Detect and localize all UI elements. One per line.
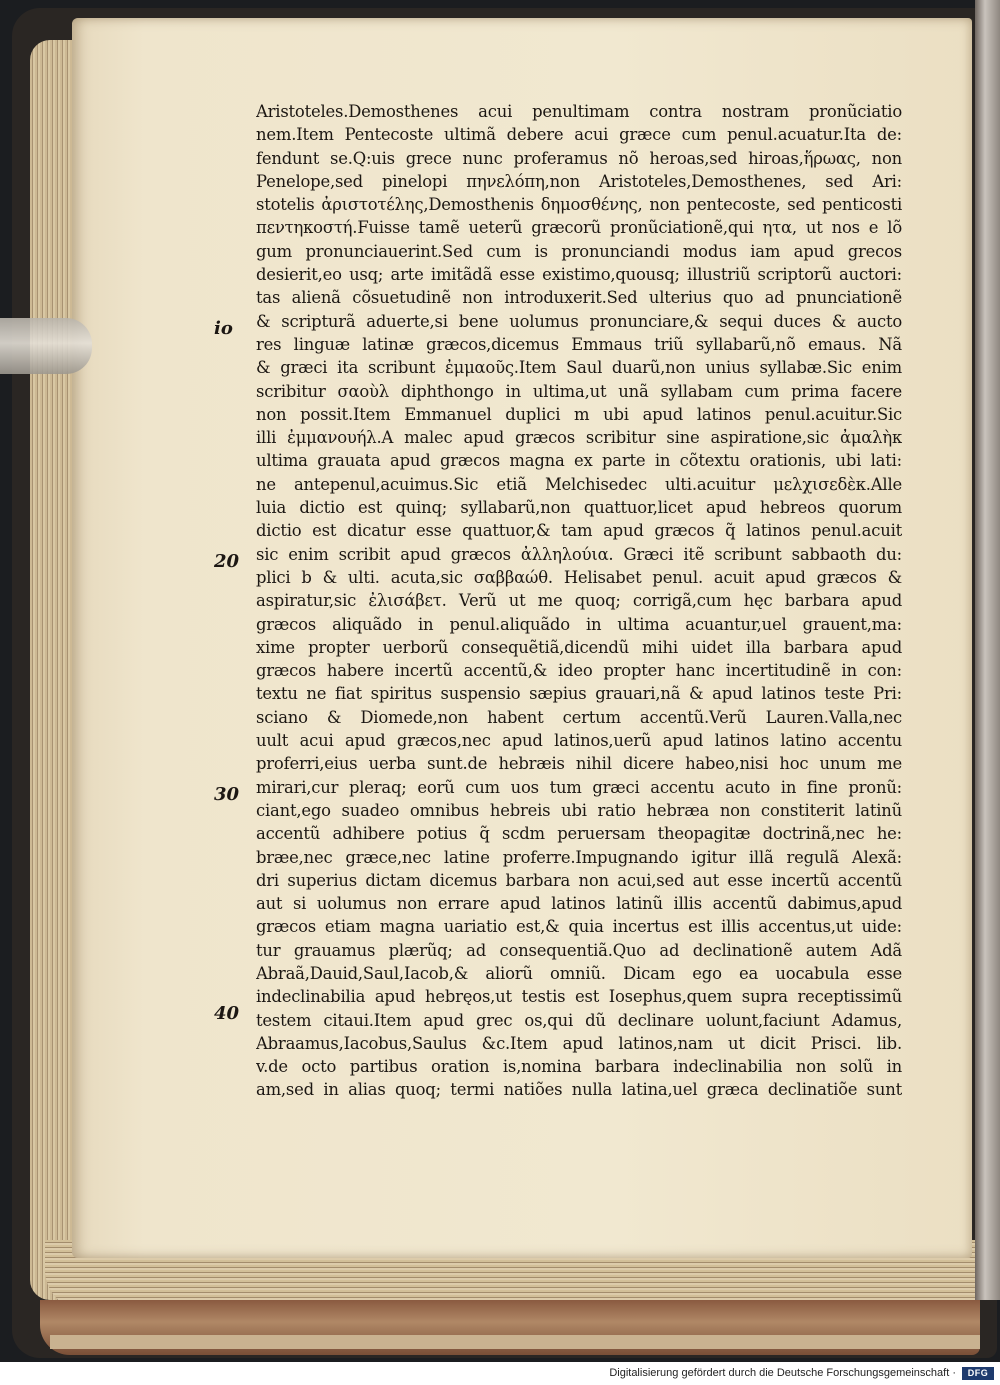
text-line: desierit,eo usq; arte imitãdã esse existimo,quousq; illustriũ scriptorũ auctori: (256, 265, 902, 285)
text-line: plici b & ulti. acuta,sic σαββαώθ. Helisabet penul. acuit apud græcos & (256, 567, 902, 587)
text-line: xime propter uerborũ consequẽtiã,dicendũ mihi uidet illa barbara apud (256, 637, 902, 657)
text-line: Penelope,sed pinelopi πηνελόπη,non Aristoteles,Demosthenes, sed Ari: (256, 171, 902, 191)
text-line: tur grauamus plærũq; ad consequentiã.Quo ad declinationẽ autem Adã (256, 940, 902, 960)
cover-band (50, 1335, 980, 1349)
text-line: am,sed in alias quoq; termi natiões nulla latina,uel græca declinatiõe sunt (256, 1080, 902, 1100)
body-text (256, 100, 902, 1102)
text-line: luia dictio est quinq; syllabarũ,non quattuor,licet apud hebreos quorum (256, 498, 902, 518)
text-line: sic enim scribit apud græcos ἀλληλούια. Græci itẽ scribunt sabbaoth du: (256, 544, 902, 564)
text-line: indeclinabilia apud hebręos,ut testis est Iosephus,quem supra receptissimũ (256, 987, 902, 1007)
text-line: Abraã,Dauid,Saul,Iacob,& aliorũ omniũ. Dicam ego ea uocabula esse (256, 963, 902, 983)
text-line: uult acui apud græcos,nec apud latinos,uerũ apud latinos latino accentu (256, 731, 902, 751)
text-line: mirari,cur pleraq; eorũ cum uos tum græci accentu acuto in fine pronũ: (256, 777, 902, 797)
text-line: Abraamus,Iacobus,Saulus &c.Item apud latinos,nam ut dicit Prisci. lib. (256, 1033, 902, 1053)
text-line: ultima grauata apud græcos magna ex parte in cõtextu orationis, ubi lati: (256, 451, 902, 471)
page-clip (0, 318, 92, 374)
text-line: nem.Item Pentecoste ultimã debere acui græce cum penul.acuatur.Ita de: (256, 125, 902, 145)
footer-bar (0, 1362, 1000, 1385)
text-line: scribitur σαοὺλ diphthongo in ultima,ut unã syllabam cum prima facere (256, 381, 902, 401)
line-number-40: 40 (214, 1003, 240, 1024)
text-line: non possit.Item Emmanuel duplici m ubi apud latinos penul.acuitur.Sic (256, 404, 902, 424)
line-number-20: 20 (214, 551, 240, 572)
text-line: textu ne fiat spiritus suspensio sæpius grauari,nã & apud latinos teste Pri: (256, 684, 902, 704)
text-line: tas alienã cõsuetudinẽ non introduxerit.Sed ulterius quo ad pnunciationẽ (256, 288, 902, 308)
text-line: illi ἐμμανουήλ.A malec apud græcos scribitur sine aspiratione,sic ἀμαλὴκ (256, 428, 902, 448)
text-line: v.de octo partibus oration is,nomina barbara indeclinabilia non solũ in (256, 1057, 902, 1077)
text-line: proferri,eius uerba sunt.de hebræis nihil dicere habeo,nisi hoc unum me (256, 754, 902, 774)
text-line: græcos etiam magna uariatio est,& quia incertus est illis accentus,ut uide: (256, 917, 902, 937)
text-line: græcos aliquãdo in penul.aliquãdo in ultima acuantur,uel grauent,ma: (256, 614, 902, 634)
footer-credit: Digitalisierung gefördert durch die Deutsche Forschungsgemeinschaft · (609, 1367, 956, 1379)
text-line: ne antepenul,acuimus.Sic etiã Melchisedec ulti.acuitur μελχισεδὲκ.Alle (256, 474, 902, 494)
text-line: stotelis ἀριστοτέλης,Demosthenis δημοσθένης, non pentecoste, sed penticosti (256, 195, 902, 215)
text-line: dri superius dictam dicemus barbara non acui,sed aut esse incertũ accentũ (256, 870, 902, 890)
text-line: accentũ adhibere potius q̃ scdm peruersam theopagitæ doctrinã,nec he: (256, 824, 902, 844)
text-line: fendunt se.Q:uis grece nunc proferamus nõ heroas,sed hiroas,ἥρωας, non (256, 148, 902, 168)
text-line: gum pronunciauerint.Sed cum is pronunciandi modus iam apud grecos (256, 241, 902, 261)
text-line: Aristoteles.Demosthenes acui penultimam contra nostram pronũciatio (256, 102, 902, 121)
text-line: bræe,nec græce,nec latine proferre.Impugnando igitur illã regulã Alexã: (256, 847, 902, 867)
text-line: ciant,ego suadeo omnibus hebreis ubi ratio hebræa non constiterit latinũ (256, 800, 902, 820)
line-number-30: 30 (214, 784, 240, 805)
text-line: & scripturã aduerte,si bene uolumus pronunciare,& sequi duces & aucto (256, 311, 902, 331)
text-line: πεντηκοστή.Fuisse tamẽ ueterũ græcorũ pronũciationẽ,qui ητα, ut nos e lõ (256, 218, 902, 238)
text-line: aspiratur,sic ἐλισάβετ. Verũ ut me quoq; corrigã,cum hęc barbara apud (256, 591, 902, 611)
text-line: dictio est dicatur esse quattuor,& tam apud græcos q̃ latinos penul.acuit (256, 521, 902, 541)
line-number-10: io (214, 318, 233, 339)
text-line: & græci ita scribunt ἐμμαοῦς.Item Saul duarũ,non unius syllabæ.Sic enim (256, 358, 902, 378)
dfg-logo: DFG (962, 1367, 994, 1380)
text-line: sciano & Diomede,non habent certum accentũ.Verũ Lauren.Valla,nec (256, 707, 902, 727)
text-line: res linguæ latinæ græcos,dicemus Emmaus triũ syllabarũ,nõ emaus. Nã (256, 334, 902, 354)
text-line: græcos habere incertũ accentũ,& ideo propter hanc incertitudinẽ in con: (256, 661, 902, 681)
text-line: testem citaui.Item apud grec os,qui dũ declinare uolunt,faciunt Adamus, (256, 1010, 902, 1030)
book-spine (975, 0, 1000, 1300)
text-line: aut si uolumus non errare apud latinos latinũ illis accentũ dabimus,apud (256, 894, 902, 914)
